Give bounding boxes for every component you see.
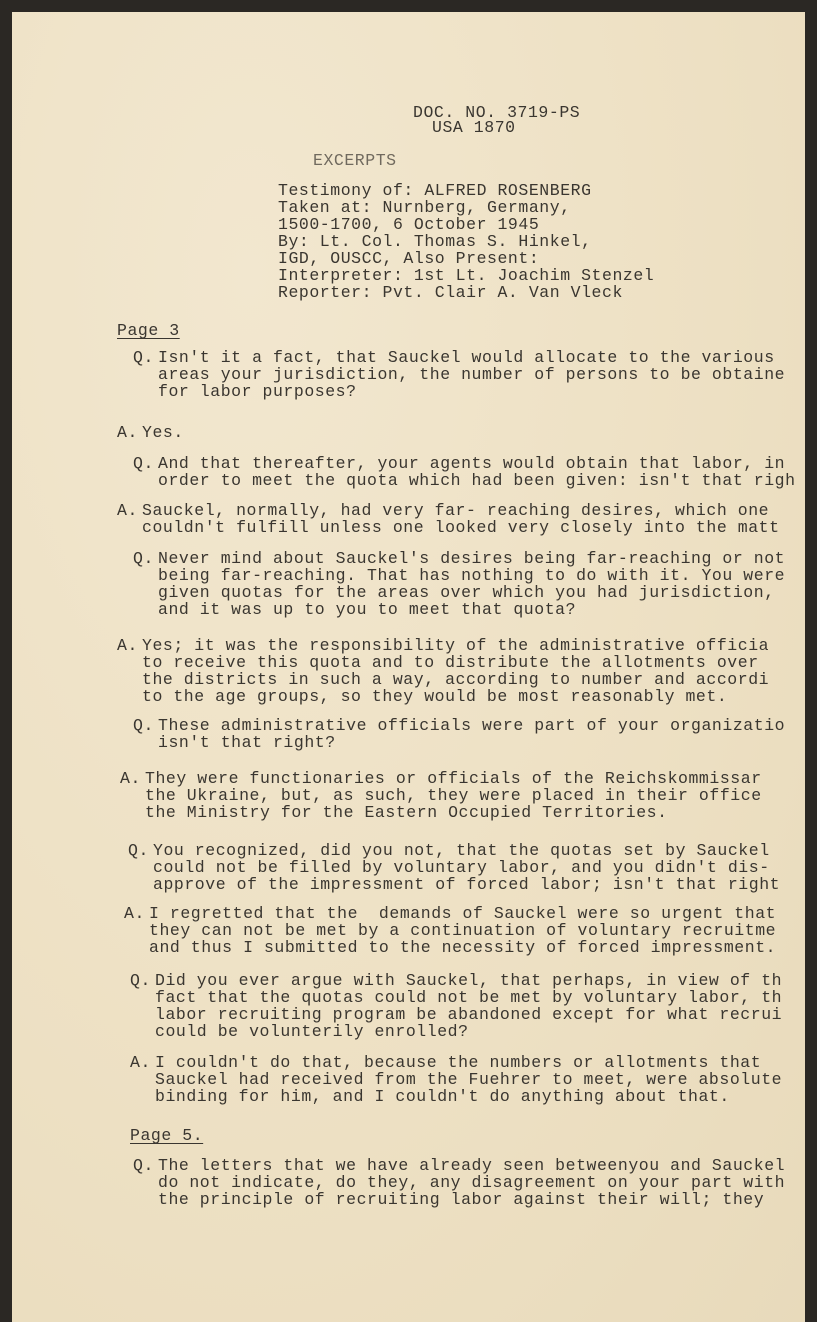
text-line: and it was up to you to meet that quota? bbox=[158, 600, 577, 619]
text-line: areas your jurisdiction, the number of persons to be obtaine bbox=[158, 365, 786, 384]
text-line: to receive this quota and to distribute the allotments over bbox=[142, 653, 759, 672]
text-line: isn't that right? bbox=[158, 733, 336, 752]
text-line: order to meet the quota which had been given: isn't that righ bbox=[158, 471, 796, 490]
testimony-line: Taken at: Nurnberg, Germany, bbox=[278, 198, 571, 217]
answer-block bbox=[117, 502, 780, 536]
speaker-label: A. bbox=[117, 501, 138, 520]
text-line: to the age groups, so they would be most reasonably met. bbox=[142, 687, 728, 706]
speaker-label: A. bbox=[117, 423, 138, 442]
text-line: could not be filled by voluntary labor, and you didn't dis- bbox=[153, 858, 770, 877]
testimony-line: 1500-1700, 6 October 1945 bbox=[278, 215, 540, 234]
text-line: Isn't it a fact, that Sauckel would allocate to the various bbox=[158, 348, 775, 367]
text-line: and thus I submitted to the necessity of forced impressment. bbox=[149, 938, 777, 957]
text-line: the districts in such a way, according to number and accordi bbox=[142, 670, 770, 689]
text-line: for labor purposes? bbox=[158, 382, 357, 401]
page-reference: Page 3 bbox=[117, 321, 180, 340]
answer-block bbox=[124, 905, 776, 956]
text-line: Sauckel, normally, had very far- reaching desires, which one bbox=[142, 501, 770, 520]
question-block bbox=[133, 349, 785, 400]
document-title: EXCERPTS bbox=[313, 151, 397, 170]
text-line: fact that the quotas could not be met by voluntary labor, th bbox=[155, 988, 783, 1007]
speaker-label: Q. bbox=[128, 841, 149, 860]
text-line: I couldn't do that, because the numbers or allotments that bbox=[155, 1053, 762, 1072]
answer-block bbox=[117, 637, 769, 705]
speaker-label: Q. bbox=[133, 549, 154, 568]
text-line: And that thereafter, your agents would obtain that labor, in bbox=[158, 454, 786, 473]
answer-block bbox=[117, 424, 184, 441]
speaker-label: A. bbox=[120, 769, 141, 788]
text-line: Yes; it was the responsibility of the administrative officia bbox=[142, 636, 770, 655]
speaker-label: Q. bbox=[133, 348, 154, 367]
answer-block bbox=[130, 1054, 782, 1105]
testimony-line: By: Lt. Col. Thomas S. Hinkel, bbox=[278, 232, 592, 251]
text-line: couldn't fulfill unless one looked very closely into the matt bbox=[142, 518, 780, 537]
question-block bbox=[133, 1157, 785, 1208]
page-reference: Page 5. bbox=[130, 1126, 204, 1145]
text-line: Never mind about Sauckel's desires being far-reaching or not bbox=[158, 549, 786, 568]
text-line: The letters that we have already seen betweenyou and Sauckel bbox=[158, 1156, 786, 1175]
testimony-header bbox=[278, 182, 654, 301]
text-line: could be volunterily enrolled? bbox=[155, 1022, 469, 1041]
question-block bbox=[133, 550, 785, 618]
text-line: the Ukraine, but, as such, they were placed in their office bbox=[145, 786, 762, 805]
question-block bbox=[130, 972, 782, 1040]
text-line: These administrative officials were part of your organizatio bbox=[158, 716, 786, 735]
text-line: Yes. bbox=[142, 423, 184, 442]
testimony-line: Interpreter: 1st Lt. Joachim Stenzel bbox=[278, 266, 655, 285]
speaker-label: Q. bbox=[133, 1156, 154, 1175]
speaker-label: A. bbox=[124, 904, 145, 923]
text-line: the Ministry for the Eastern Occupied Territories. bbox=[145, 803, 668, 822]
exhibit-number: USA 1870 bbox=[432, 118, 516, 137]
text-line: They were functionaries or officials of the Reichskommissar bbox=[145, 769, 762, 788]
speaker-label: A. bbox=[130, 1053, 151, 1072]
text-line: given quotas for the areas over which you had jurisdiction, bbox=[158, 583, 775, 602]
text-line: I regretted that the demands of Sauckel were so urgent that bbox=[149, 904, 777, 923]
answer-block bbox=[120, 770, 762, 821]
text-line: labor recruiting program be abandoned except for what recrui bbox=[155, 1005, 783, 1024]
text-line: they can not be met by a continuation of voluntary recruitme bbox=[149, 921, 777, 940]
speaker-label: Q. bbox=[133, 454, 154, 473]
text-line: approve of the impressment of forced labor; isn't that right bbox=[153, 875, 781, 894]
text-line: Did you ever argue with Sauckel, that perhaps, in view of th bbox=[155, 971, 783, 990]
speaker-label: A. bbox=[117, 636, 138, 655]
question-block bbox=[133, 717, 785, 751]
testimony-line: IGD, OUSCC, Also Present: bbox=[278, 249, 540, 268]
testimony-line: Reporter: Pvt. Clair A. Van Vleck bbox=[278, 283, 623, 302]
text-line: You recognized, did you not, that the quotas set by Sauckel bbox=[153, 841, 770, 860]
text-line: the principle of recruiting labor against their will; they bbox=[158, 1190, 765, 1209]
question-block bbox=[133, 455, 796, 489]
text-line: being far-reaching. That has nothing to do with it. You were bbox=[158, 566, 786, 585]
text-line: do not indicate, do they, any disagreement on your part with bbox=[158, 1173, 786, 1192]
speaker-label: Q. bbox=[130, 971, 151, 990]
question-block bbox=[128, 842, 780, 893]
testimony-line: Testimony of: ALFRED ROSENBERG bbox=[278, 181, 592, 200]
document-number: DOC. NO. 3719-PS bbox=[413, 103, 581, 122]
speaker-label: Q. bbox=[133, 716, 154, 735]
text-line: Sauckel had received from the Fuehrer to meet, were absolute bbox=[155, 1070, 783, 1089]
text-line: binding for him, and I couldn't do anything about that. bbox=[155, 1087, 730, 1106]
